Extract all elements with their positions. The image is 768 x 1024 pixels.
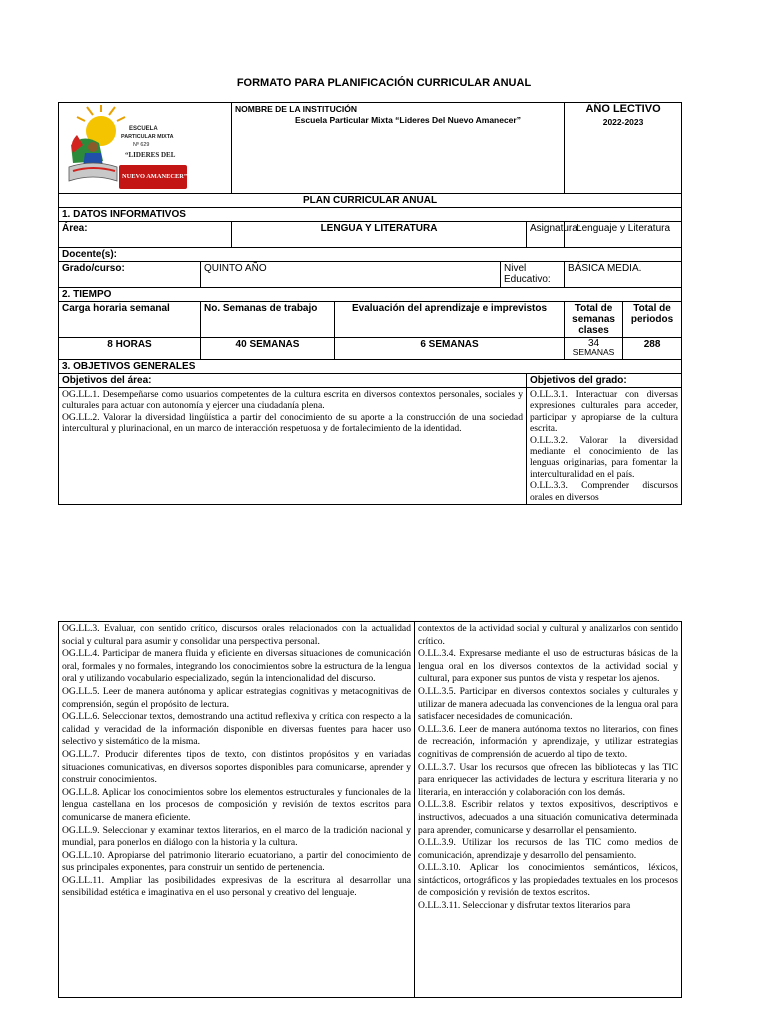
- objetivo-area-item: OG.LL.5. Leer de manera autónoma y aplicar estrategias cognitivas y metacognitivas de comprensión, según el propósito de lectura.: [62, 685, 411, 710]
- school-logo-icon: [63, 105, 193, 191]
- nivel-label: Nivel Educativo:: [501, 262, 565, 288]
- objetivo-area-item: OG.LL.11. Ampliar las posibilidades expresivas de la escritura al desarrollar una sensibilidad estética e imaginativa en el uso personal y creativo del lenguaje.: [62, 874, 411, 899]
- institution-name: Escuela Particular Mixta “Lideres Del Nuevo Amanecer”: [295, 115, 521, 125]
- value-carga: 8 HORAS: [59, 338, 201, 360]
- nivel-value: BÁSICA MEDIA.: [565, 262, 682, 288]
- logo-text-5: NUEVO AMANECER”: [122, 173, 188, 180]
- school-year-value: 2022-2023: [602, 117, 644, 127]
- objetivo-grado-item: O.LL.3.5. Participar en diversos contextos sociales y culturales y utilizar de manera adecuada las convenciones de la lengua oral para satisfacer necesidades de comunicación.: [418, 685, 678, 723]
- objetivo-area-item: OG.LL.9. Seleccionar y examinar textos literarios, en el marco de la tradición nacional y mundial, para ponerlos en diálogo con la historia y la cultura.: [62, 824, 411, 849]
- objetivo-grado-item: O.LL.3.1. Interactuar con diversas expresiones culturales para acceder, participar y apropiarse de la cultura escrita.: [530, 389, 679, 435]
- value-semanas: 40 SEMANAS: [201, 338, 335, 360]
- grado-label: Grado/curso:: [59, 262, 201, 288]
- value-total-semanas-unit: SEMANAS: [572, 347, 615, 357]
- objetivo-grado-item: O.LL.3.2. Valorar la diversidad mediante el conocimiento de las lenguas originarias, para fomentar la interculturalidad en el país.: [530, 434, 679, 480]
- grado-value: QUINTO AÑO: [201, 262, 501, 288]
- asignatura-value: Lenguaje y Literatura: [565, 222, 682, 248]
- logo-cell: [59, 103, 232, 194]
- section-tiempo: 2. TIEMPO: [59, 288, 682, 302]
- value-total-semanas-number: 34: [587, 338, 600, 349]
- objetivo-grado-item: O.LL.3.4. Expresarse mediante el uso de estructuras básicas de la lengua oral en los diversos contextos de la actividad social y cultural, para exponer sus puntos de vista y respetar los ajenos.: [418, 648, 678, 685]
- header-carga: Carga horaria semanal: [59, 302, 201, 338]
- objetivo-grado-item: O.LL.3.3. Comprender discursos orales en diversos: [530, 480, 679, 503]
- docente-label: Docente(s):: [59, 248, 682, 262]
- objetivo-area-item: OG.LL.6. Seleccionar textos, demostrando una actitud reflexiva y crítica con respecto a la calidad y veracidad de la información disponible en diversas fuentes para hacer uso selectivo y sistemático de la misma.: [62, 711, 411, 748]
- section-objetivos: 3. OBJETIVOS GENERALES: [59, 360, 682, 374]
- institution-cell: [232, 103, 565, 194]
- objetivo-area-item: OG.LL.2. Valorar la diversidad lingüística a partir del conocimiento de su aporte a la construcción de una sociedad intercultural y plurinacional, en un marco de interacción respetuosa y de fortalecimiento de la identidad.: [62, 411, 523, 435]
- objetivo-grado-item: O.LL.3.10. Aplicar los conocimientos semánticos, léxicos, sintácticos, ortográficos y las propiedades textuales en los procesos de composición y revisión de textos escritos.: [418, 862, 678, 899]
- institution-label: NOMBRE DE LA INSTITUCIÓN: [235, 104, 357, 114]
- objetivo-area-item: OG.LL.8. Aplicar los conocimientos sobre los elementos estructurales y funcionales de la lengua castellana en los procesos de composición y revisión de textos escritos para comunicarse de manera eficiente.: [62, 786, 411, 823]
- logo-text-1: ESCUELA: [129, 126, 158, 132]
- plan-header-table: [58, 102, 682, 505]
- plan-title: PLAN CURRICULAR ANUAL: [59, 194, 682, 208]
- logo-text-2: PARTICULAR MIXTA: [121, 134, 174, 140]
- objetivo-area-item: OG.LL.1. Desempeñarse como usuarios competentes de la cultura escrita en diversos contextos personales, sociales y culturales para actuar con autonomía y ejercer una ciudadanía plena.: [62, 389, 523, 412]
- section-datos: 1. DATOS INFORMATIVOS: [59, 208, 682, 222]
- value-total-periodos: 288: [623, 338, 682, 360]
- school-year-label: AÑO LECTIVO: [585, 103, 661, 115]
- value-total-semanas: [565, 338, 623, 360]
- header-semanas: No. Semanas de trabajo: [201, 302, 335, 338]
- logo-text-3: Nº 629: [133, 142, 150, 148]
- value-evaluacion: 6 SEMANAS: [335, 338, 565, 360]
- objetivo-area-item: OG.LL.7. Producir diferentes tipos de texto, con distintos propósitos y en variadas situaciones comunicativas, en diversos soportes disponibles para comunicarse, aprender y construir conocimientos.: [62, 748, 411, 786]
- objetivos-grado-header: Objetivos del grado:: [527, 374, 682, 388]
- objetivo-grado-item: O.LL.3.6. Leer de manera autónoma textos no literarios, con fines de recreación, información y aprendizaje, y utilizar estrategias cognitivas de comprensión de acuerdo al tipo de texto.: [418, 723, 678, 760]
- objetivos-area-page1: [59, 388, 527, 505]
- objetivo-area-item: OG.LL.3. Evaluar, con sentido crítico, discursos orales relacionados con la actualidad social y cultural para asumir y consolidar una perspectiva personal.: [62, 623, 411, 647]
- objetivo-area-item: OG.LL.4. Participar de manera fluida y eficiente en diversas situaciones de comunicación oral, formales y no formales, integrando los conocimientos sobre la estructura de la lengua oral y utilizando vocabulario especializado, según la intencionalidad del discurso.: [62, 648, 411, 685]
- objetivos-grado-page2: [415, 622, 682, 998]
- objetivo-grado-item: O.LL.3.8. Escribir relatos y textos expositivos, descriptivos e instructivos, adecuados a una situación comunicativa determinada para aprender, comunicarse y desarrollar el pensamiento.: [418, 799, 678, 836]
- document-title: FORMATO PARA PLANIFICACIÓN CURRICULAR ANUAL: [236, 77, 532, 89]
- logo-text-4: “LIDERES DEL: [125, 151, 176, 159]
- header-total-periodos: Total de periodos: [623, 302, 682, 338]
- objetivo-grado-item: O.LL.3.11. Seleccionar y disfrutar textos literarios para: [418, 900, 631, 912]
- area-value: LENGUA Y LITERATURA: [232, 222, 527, 248]
- objetivo-grado-item: O.LL.3.7. Usar los recursos que ofrecen las bibliotecas y las TIC para enriquecer las actividades de lectura y escritura literaria y no literaria, en interacción y colaboración con los demás.: [418, 761, 678, 798]
- asignatura-label: Asignatura:: [527, 222, 565, 248]
- objetivos-area-header: Objetivos del área:: [59, 374, 527, 388]
- objetivo-grado-item: O.LL.3.9. Utilizar los recursos de las TIC como medios de comunicación, aprendizaje y desarrollo del pensamiento.: [418, 837, 678, 861]
- header-evaluacion: Evaluación del aprendizaje e imprevistos: [335, 302, 565, 338]
- objetivos-continuation-table: [58, 621, 682, 998]
- area-label: Área:: [59, 222, 232, 248]
- objetivo-area-item: OG.LL.10. Apropiarse del patrimonio literario ecuatoriano, a partir del conocimiento de sus principales exponentes, para construir un sentido de pertenencia.: [62, 849, 411, 874]
- header-total-semanas: Total de semanas clases: [565, 302, 623, 338]
- objetivos-area-page2: [59, 622, 415, 998]
- school-year-cell: [565, 103, 682, 194]
- objetivo-grado-item: contextos de la actividad social y cultural y analizarlos con sentido crítico.: [418, 623, 678, 647]
- objetivos-grado-page1: [527, 388, 682, 505]
